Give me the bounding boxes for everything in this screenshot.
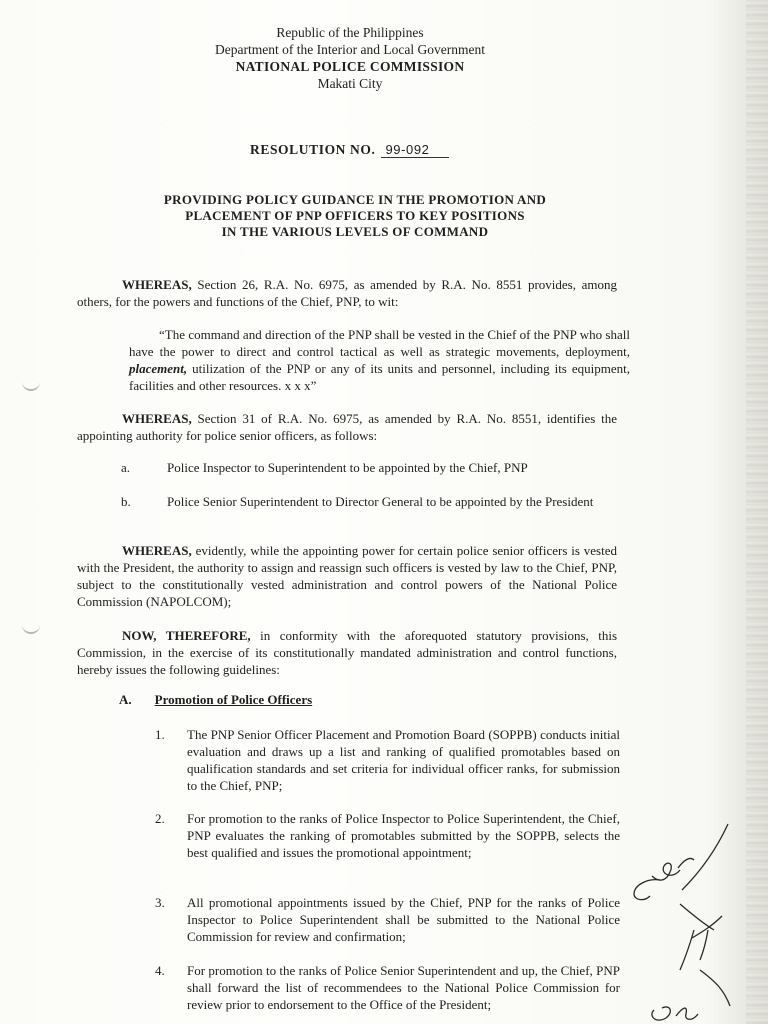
resolution-title xyxy=(120,192,590,240)
statute-quote xyxy=(129,326,630,394)
title-line-3: IN THE VARIOUS LEVELS OF COMMAND xyxy=(221,224,489,239)
list-item xyxy=(121,493,621,529)
numbered-item xyxy=(155,726,620,798)
numbered-item-text: The PNP Senior Officer Placement and Promotion Board (SOPPB) conducts initial evaluation and draws up a list and ranking of qualified promotables based on qualification standards and set criteria for individual officer ranks, for submission to the Chief, PNP; xyxy=(187,727,620,793)
header-department: Department of the Interior and Local Government xyxy=(215,42,485,57)
resolution-number-line xyxy=(250,142,449,158)
whereas-text: Section 31 of R.A. No. 6975, as amended by R.A. No. 8551, identifies the appointing authority for police senior officers, as follows: xyxy=(77,411,617,443)
resolution-number: 99-092 xyxy=(381,142,449,158)
now-therefore-text: in conformity with the aforequoted statutory provisions, this Commission, in the exercise of its constitutionally mandated administration and control functions, hereby issues the following guidelines: xyxy=(77,628,617,677)
section-title: Promotion of Police Officers xyxy=(154,692,313,707)
numbered-item-label: 1. xyxy=(155,727,165,742)
handwritten-initials-signature xyxy=(620,820,750,1024)
title-line-1: PROVIDING POLICY GUIDANCE IN THE PROMOTION AND xyxy=(163,192,547,207)
header-commission: NATIONAL POLICE COMMISSION xyxy=(235,59,465,74)
list-item-label: a. xyxy=(121,460,131,475)
header-city: Makati City xyxy=(317,76,383,91)
whereas-lead: WHEREAS, xyxy=(122,277,192,292)
numbered-item-text: All promotional appointments issued by the Chief, PNP for the ranks of Police Inspector to Police Superintendent shall be submitted to the National Police Commission for review and confirmation; xyxy=(187,895,620,944)
now-therefore-clause xyxy=(77,627,617,678)
resolution-label: RESOLUTION NO. xyxy=(250,142,376,157)
section-a-heading xyxy=(119,692,312,708)
whereas-clause-2 xyxy=(77,410,617,444)
numbered-item xyxy=(155,962,620,1024)
list-item-text: Police Inspector to Superintendent to be appointed by the Chief, PNP xyxy=(167,460,528,475)
whereas-lead: WHEREAS, xyxy=(122,543,192,558)
numbered-item xyxy=(155,810,620,882)
whereas-text: Section 26, R.A. No. 6975, as amended by R.A. No. 8551 provides, among others, for the powers and functions of the Chief, PNP, to wit: xyxy=(77,277,617,309)
whereas-text: evidently, while the appointing power for certain police senior officers is vested with the President, the authority to assign and reassign such officers is vested by law to the Chief, PNP, subject to the constitutionally vested administration and control powers of the National Police Commission (NAPOLCOM); xyxy=(77,543,617,609)
quote-text-after: utilization of the PNP or any of its units and personnel, including its equipment, facilities and other resources. x x x” xyxy=(129,361,630,393)
numbered-item-label: 2. xyxy=(155,811,165,826)
numbered-item-text: For promotion to the ranks of Police Senior Superintendent and up, the Chief, PNP shall forward the list of recommendees to the National Police Commission for review prior to endorsement to the Office of the President; xyxy=(187,963,620,1012)
list-item xyxy=(121,459,621,479)
numbered-item-label: 4. xyxy=(155,963,165,978)
punch-hole-mark xyxy=(22,375,40,391)
section-label: A. xyxy=(119,692,132,707)
now-therefore-lead: NOW, THEREFORE, xyxy=(122,628,251,643)
whereas-lead: WHEREAS, xyxy=(122,411,192,426)
list-item-label: b. xyxy=(121,494,131,509)
header-republic: Republic of the Philippines xyxy=(276,25,424,40)
whereas-clause-1 xyxy=(77,276,617,310)
list-item-text: Police Senior Superintendent to Director General to be appointed by the President xyxy=(167,494,594,509)
quote-emphasis: placement, xyxy=(129,361,188,376)
document-header xyxy=(150,24,550,92)
title-line-2: PLACEMENT OF PNP OFFICERS TO KEY POSITIONS xyxy=(185,208,525,223)
numbered-item-label: 3. xyxy=(155,895,165,910)
punch-hole-mark xyxy=(22,618,40,634)
numbered-item xyxy=(155,894,620,948)
whereas-clause-3 xyxy=(77,542,617,610)
numbered-item-text: For promotion to the ranks of Police Inspector to Police Superintendent, the Chief, PNP evaluates the ranking of promotables submitted by the SOPPB, selects the best qualified and issues the promotional appointment; xyxy=(187,811,620,860)
quote-text-before: “The command and direction of the PNP shall be vested in the Chief of the PNP who shall have the power to direct and control tactical as well as strategic movements, deployment, xyxy=(129,327,630,359)
